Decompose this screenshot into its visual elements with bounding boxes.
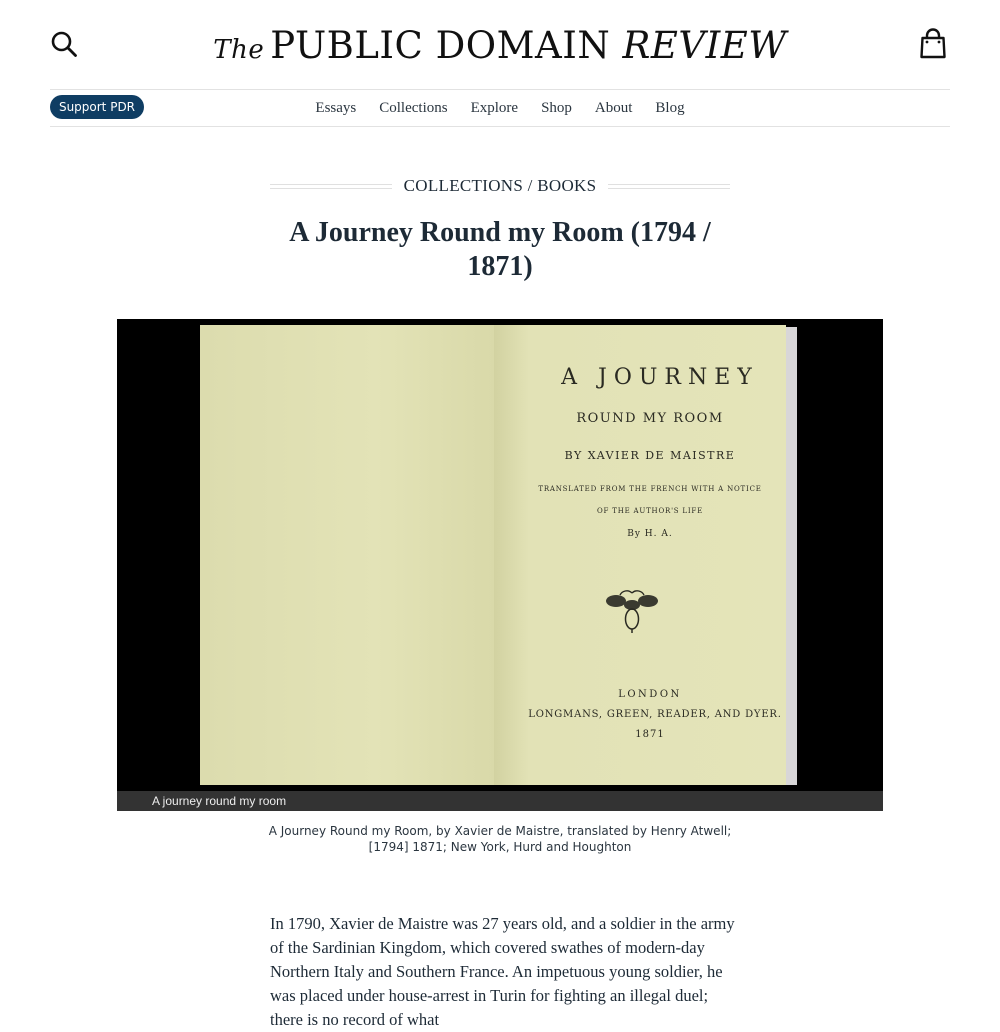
book-title-page (494, 325, 786, 785)
divider-right (608, 184, 730, 189)
title-page-line: LONGMANS, GREEN, READER, AND DYER. (528, 709, 782, 720)
title-page-line: 1871 (635, 729, 665, 740)
site-header (50, 20, 950, 88)
book-spread-image (200, 325, 797, 785)
logo-review: REVIEW (622, 24, 787, 67)
support-pdr-button[interactable]: Support PDR (50, 95, 144, 119)
title-page-line: TRANSLATED FROM THE FRENCH WITH A NOTICE (538, 485, 762, 493)
title-page-line: A JOURNEY (561, 365, 759, 390)
logo-the: The (213, 35, 265, 65)
category-label[interactable]: COLLECTIONS / BOOKS (403, 176, 597, 195)
nav-link-blog[interactable]: Blog (655, 99, 685, 116)
page-title: A Journey Round my Room (1794 / 1871) (289, 217, 711, 282)
logo-main: PUBLIC DOMAIN (270, 24, 611, 67)
figure-caption: A Journey Round my Room, by Xavier de Maistre, translated by Henry Atwell; [1794] 1871; New York, Hurd and Houghton (268, 824, 732, 854)
category-breadcrumb (270, 174, 730, 198)
cart-button[interactable] (920, 28, 946, 60)
nav-link-explore[interactable]: Explore (470, 99, 519, 116)
book-viewer[interactable] (117, 319, 883, 811)
acorn-ornament-icon (602, 587, 662, 635)
site-logo[interactable] (50, 24, 950, 72)
nav-link-essays[interactable]: Essays (315, 99, 357, 116)
title-page-line: By H. A. (627, 529, 673, 539)
divider-left (270, 184, 392, 189)
title-page-line: OF THE AUTHOR'S LIFE (597, 507, 703, 515)
viewer-caption-bar: A journey round my room (117, 791, 883, 811)
article-paragraph: In 1790, Xavier de Maistre was 27 years old, and a soldier in the army of the Sardinian Kingdom, which covered swathes of modern-day Northern Italy and Southern France. An impetuous young soldier, he was placed under house-arrest in Turin for fighting an illegal duel; there is no record of what (270, 914, 735, 1029)
shopping-bag-icon (920, 28, 946, 60)
book-left-page (200, 325, 494, 785)
nav-link-shop[interactable]: Shop (541, 99, 572, 116)
title-page-line: LONDON (618, 689, 682, 700)
book-page-edge (786, 327, 797, 785)
title-page-line: BY XAVIER DE MAISTRE (564, 449, 736, 462)
nav-links (50, 90, 950, 126)
title-page-line: ROUND MY ROOM (576, 411, 724, 426)
main-nav (50, 89, 950, 127)
nav-link-collections[interactable]: Collections (379, 99, 448, 116)
nav-link-about[interactable]: About (594, 99, 633, 116)
